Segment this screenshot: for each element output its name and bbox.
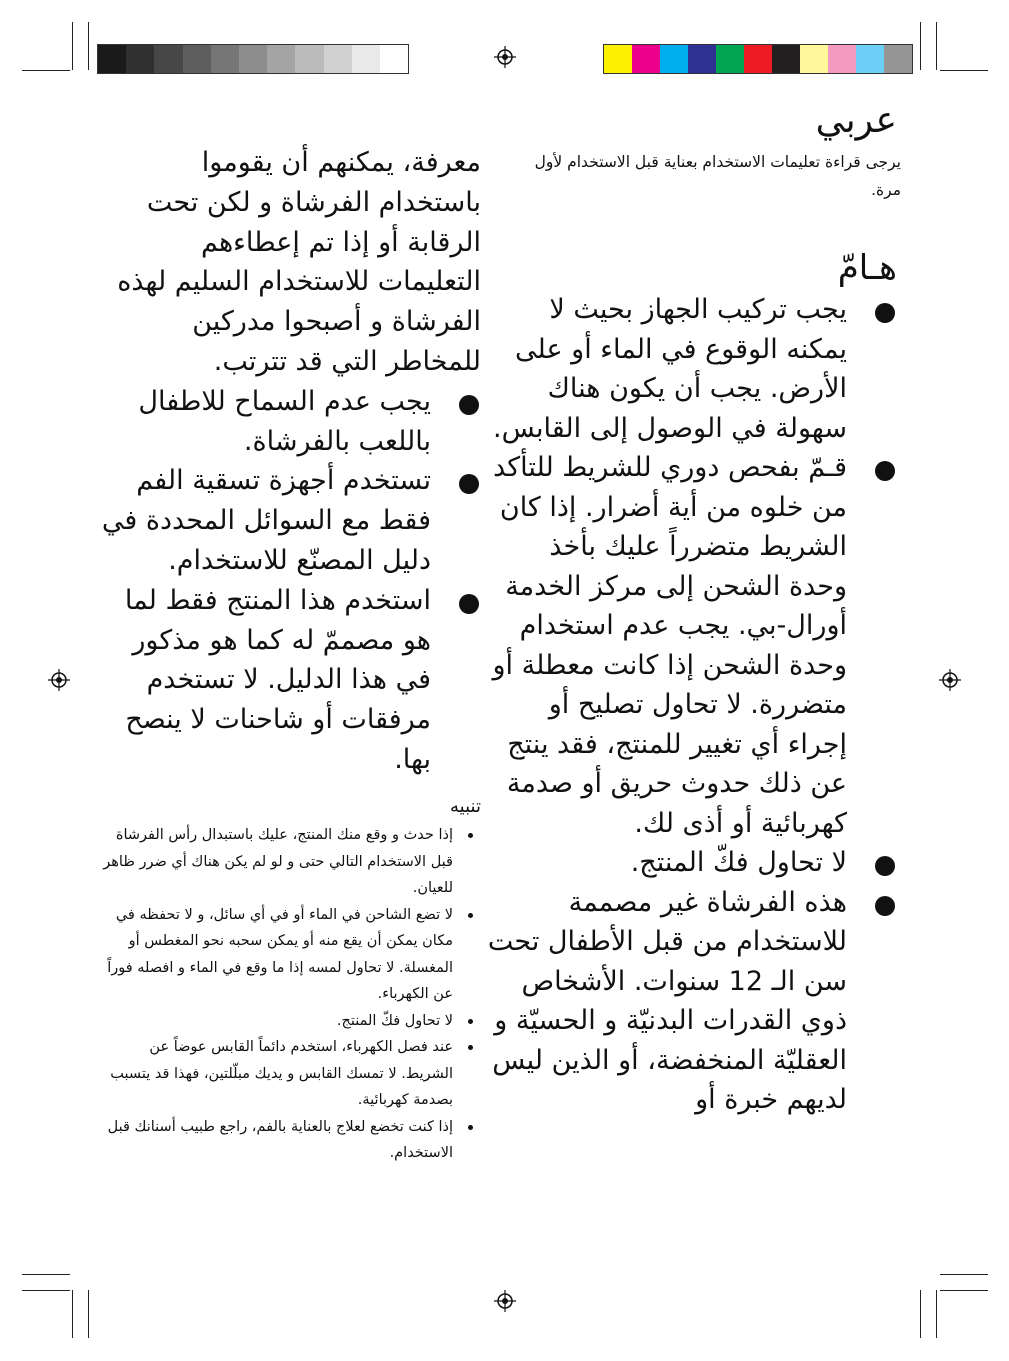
crop-mark-br-h — [940, 1290, 988, 1291]
registration-mark-right-icon — [939, 669, 961, 691]
crop-mark-tl-h — [22, 70, 70, 71]
caution-item: إذا حدث و وقع منك المنتج، عليك باستبدال رأس الفرشاة قبل الاستخدام التالي حتى و لو لم يكن هناك أي ضرر ظاهر للعيان. — [101, 822, 481, 902]
gray-swatch — [183, 45, 211, 73]
color-swatch — [828, 45, 856, 73]
color-bar — [603, 44, 913, 74]
warning-item: استخدم هذا المنتج فقط لما هو مصممّ له كما هو مذكور في هذا الدليل. لا تستخدم مرفقات أو شاحنات لا ينصح بها. — [101, 581, 481, 780]
crop-mark-bl-h2 — [22, 1274, 70, 1275]
color-swatch — [632, 45, 660, 73]
gray-swatch — [98, 45, 126, 73]
important-item: لا تحاول فكّ المنتج. — [487, 843, 897, 883]
important-item: يجب تركيب الجهاز بحيث لا يمكنه الوقوع في الماء أو على الأرض. يجب أن يكون هناك سهولة في الوصول إلى القابس. — [487, 290, 897, 448]
warning-item: يجب عدم السماح للاطفال باللعب بالفرشاة. — [101, 382, 481, 462]
crop-mark-bl-v2 — [88, 1290, 89, 1338]
color-swatch — [716, 45, 744, 73]
crop-mark-tr-v — [936, 22, 937, 70]
caution-heading: تنبيه — [450, 796, 481, 817]
gray-swatch — [154, 45, 182, 73]
important-item: قـمّ بفحص دوري للشريط للتأكد من خلوه من أية أضرار. إذا كان الشريط متضرراً عليك بأخذ وحدة الشحن إلى مركز الخدمة أورال-بي. يجب عدم استخدام وحدة الشحن إذا كانت معطلة أو متضررة. لا تحاول تصليح أو إجراء أي تغيير للمنتج، فقد ينتج عن ذلك حدوث حريق أو صدمة كهربائية أو أذى لك. — [487, 448, 897, 843]
intro-text: يرجى قراءة تعليمات الاستخدام بعناية قبل الاستخدام لأول مرة. — [534, 153, 901, 199]
caution-item: لا تحاول فكّ المنتج. — [101, 1008, 481, 1035]
gray-swatch — [267, 45, 295, 73]
crop-mark-tl-v — [72, 22, 73, 70]
gray-swatch — [352, 45, 380, 73]
important-item: هذه الفرشاة غير مصممة للاستخدام من قبل الأطفال تحت سن الـ 12 سنوات. الأشخاص ذوي القدرات البدنيّة و الحسيّة و العقليّة المنخفضة، أو الذين ليس لديهم خبرة أو — [487, 883, 897, 1120]
gray-swatch — [239, 45, 267, 73]
language-label: عربي — [815, 100, 897, 141]
color-swatch — [744, 45, 772, 73]
crop-mark-bl-v — [72, 1290, 73, 1338]
registration-mark-top-icon — [494, 46, 516, 68]
gray-swatch — [211, 45, 239, 73]
gray-swatch — [126, 45, 154, 73]
continued-section — [101, 143, 481, 780]
crop-mark-br-h2 — [940, 1274, 988, 1275]
color-swatch — [856, 45, 884, 73]
caution-item: إذا كنت تخضع لعلاج بالعناية بالفم، راجع طبيب أسنانك قبل الاستخدام. — [101, 1114, 481, 1167]
grayscale-bar — [97, 44, 409, 74]
important-heading: هـامّ — [837, 248, 897, 288]
color-swatch — [884, 45, 912, 73]
warning-item: تستخدم أجهزة تسقية الفم فقط مع السوائل المحددة في دليل المصنّع للاستخدام. — [101, 461, 481, 580]
crop-mark-tl-v2 — [88, 22, 89, 70]
crop-mark-br-v2 — [920, 1290, 921, 1338]
gray-swatch — [324, 45, 352, 73]
color-swatch — [604, 45, 632, 73]
important-list — [487, 290, 897, 1120]
crop-mark-bl-h — [22, 1290, 70, 1291]
caution-item: عند فصل الكهرباء، استخدم دائماً القابس عوضاً عن الشريط. لا تمسك القابس و يديك مبلّلتين، فهذا قد يتسبب بصدمة كهربائية. — [101, 1034, 481, 1114]
crop-mark-tr-v2 — [920, 22, 921, 70]
crop-mark-tr-h — [940, 70, 988, 71]
gray-swatch — [295, 45, 323, 73]
color-swatch — [772, 45, 800, 73]
gray-swatch — [380, 45, 408, 73]
color-swatch — [800, 45, 828, 73]
color-swatch — [660, 45, 688, 73]
caution-item: لا تضع الشاحن في الماء أو في أي سائل، و لا تحفظه في مكان يمكن أن يقع منه أو يمكن سحبه نحو المغطس أو المغسلة. لا تحاول لمسه إذا ما وقع في الماء و افصله فوراً عن الكهرباء. — [101, 902, 481, 1008]
registration-mark-left-icon — [48, 669, 70, 691]
continued-text: معرفة، يمكنهم أن يقوموا باستخدام الفرشاة و لكن تحت الرقابة أو إذا تم إعطاءهم التعليمات للاستخدام السليم لهذه الفرشاة و أصبحوا مدركين للمخاطر التي قد تترتب. — [117, 147, 481, 377]
color-swatch — [688, 45, 716, 73]
caution-list — [101, 822, 481, 1167]
crop-mark-br-v — [936, 1290, 937, 1338]
registration-mark-bottom-icon — [494, 1290, 516, 1312]
